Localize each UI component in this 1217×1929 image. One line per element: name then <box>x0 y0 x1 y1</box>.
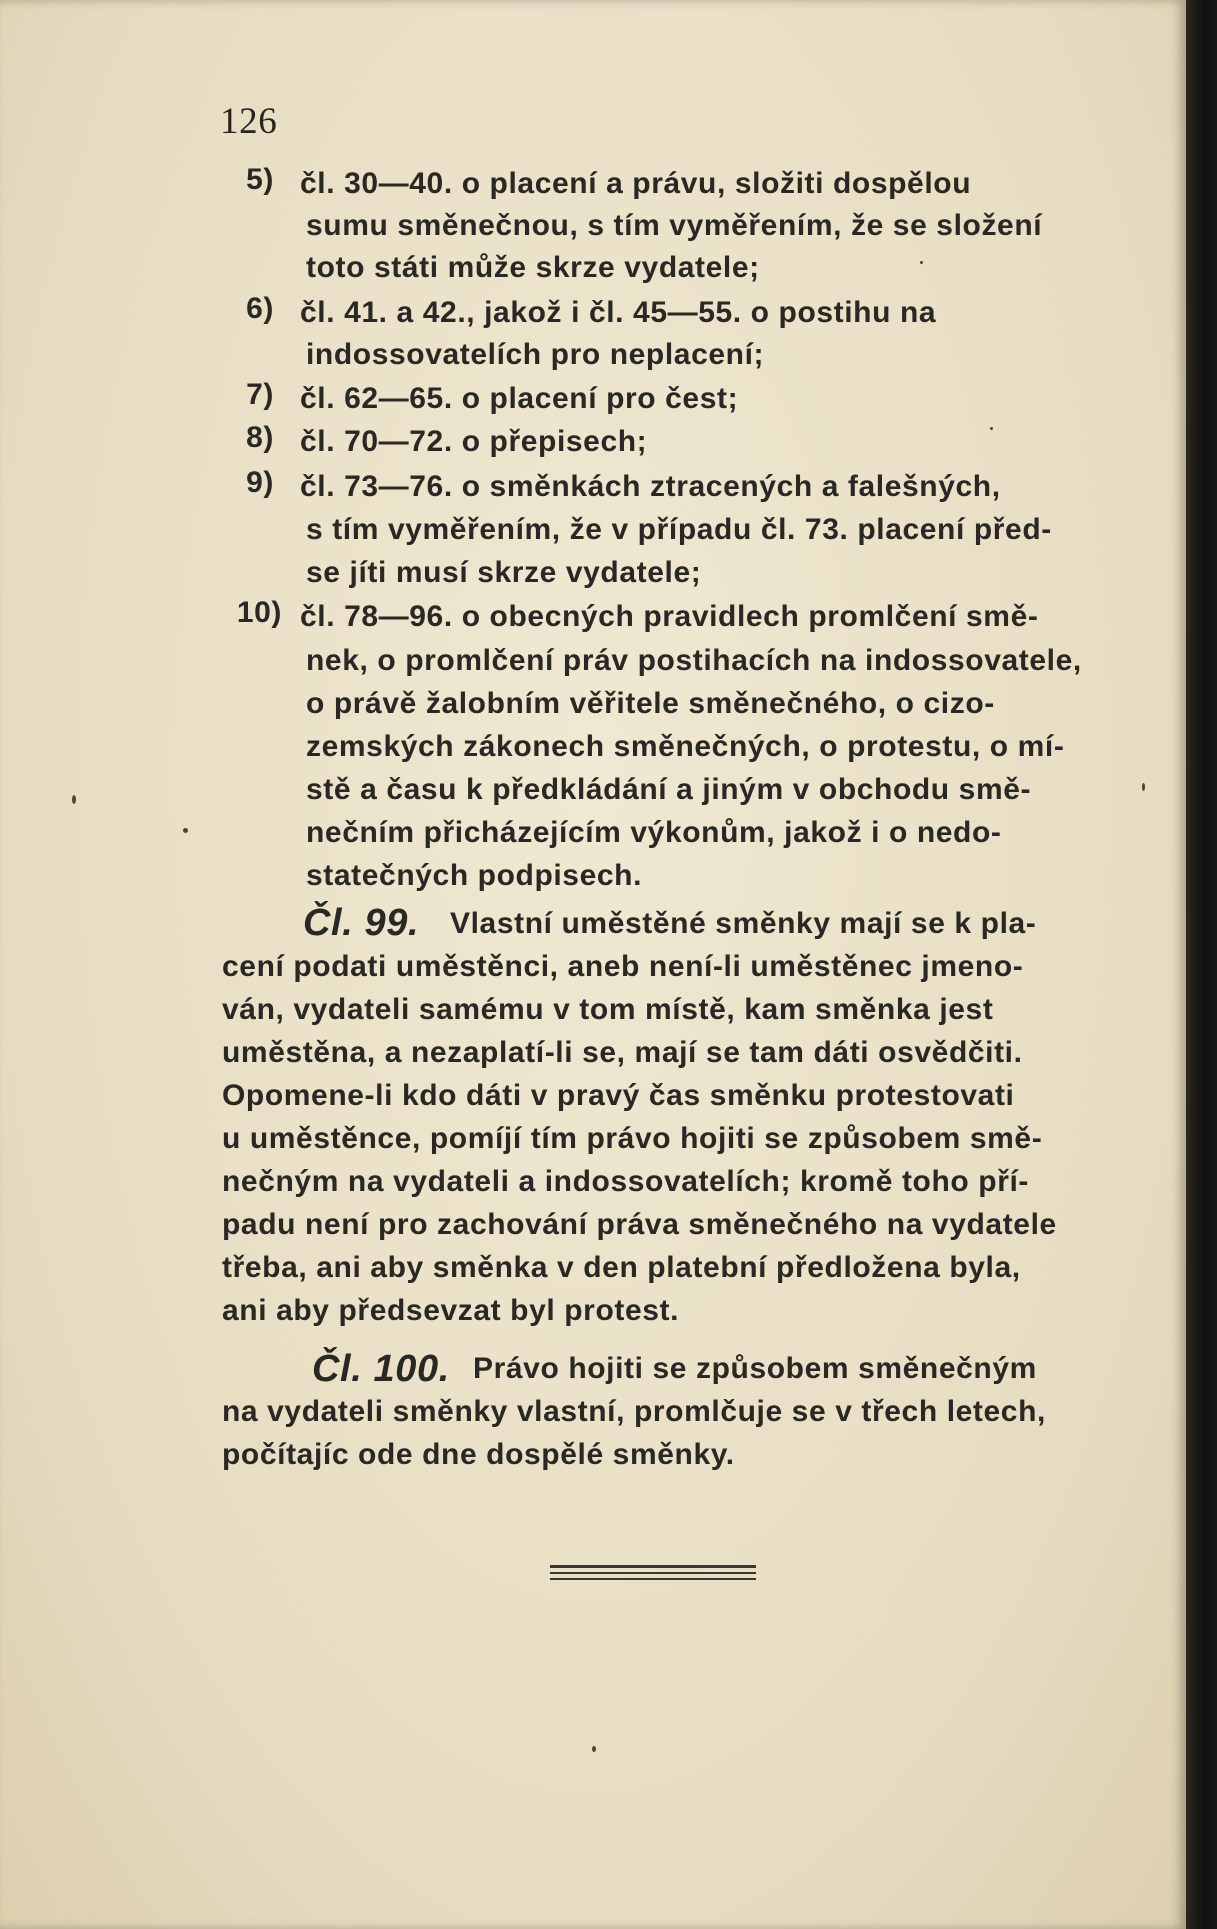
end-rule <box>550 1565 756 1568</box>
list-item-number: 5) <box>246 163 274 196</box>
list-item-line: toto státi může skrze vydatele; <box>306 251 760 284</box>
list-item-line: čl. 41. a 42., jakož i čl. 45—55. o postihu na <box>300 296 937 329</box>
article-99-line: nečným na vydateli a indossovatelích; kromě toho pří- <box>222 1165 1029 1198</box>
list-item-line: čl. 30—40. o placení a právu, složiti dospělou <box>300 167 972 200</box>
book-spine <box>1186 0 1217 1929</box>
list-item-number: 9) <box>246 466 274 499</box>
paper-speck <box>1142 783 1145 791</box>
list-item-line: indossovatelích pro neplacení; <box>306 338 765 371</box>
article-100-line: počítajíc ode dne dospělé směnky. <box>222 1438 735 1471</box>
article-99-line: Opomene-li kdo dáti v pravý čas směnku protestovati <box>222 1079 1015 1112</box>
list-item-number: 6) <box>246 292 274 325</box>
list-item-line: o právě žalobním věřitele směnečného, o cizo- <box>306 687 995 720</box>
list-item-line: s tím vyměřením, že v případu čl. 73. placení před- <box>306 513 1052 546</box>
list-item-line: čl. 70—72. o přepisech; <box>300 425 648 458</box>
article-99-line: třeba, ani aby směnka v den platební předložena byla, <box>222 1251 1021 1284</box>
article-99-heading: Čl. 99. <box>303 902 420 944</box>
list-item-line: zemských zákonech směnečných, o protestu, o mí- <box>306 730 1065 763</box>
list-item-line: čl. 73—76. o směnkách ztracených a falešných, <box>300 470 1001 503</box>
list-item-number: 7) <box>246 378 274 411</box>
end-rule <box>550 1572 756 1574</box>
paper-speck <box>920 261 923 264</box>
article-100-first-line: Právo hojiti se způsobem směnečným <box>473 1352 1037 1385</box>
list-item-line: nek, o promlčení práv postihacích na indossovatele, <box>306 644 1082 677</box>
article-99-line: u uměstěnce, pomíjí tím právo hojiti se způsobem smě- <box>222 1122 1043 1155</box>
article-99-line: uměstěna, a nezaplatí-li se, mají se tam dáti osvědčiti. <box>222 1036 1023 1069</box>
article-99-line: ani aby předsevzat byl protest. <box>222 1294 680 1327</box>
article-99-first-line: Vlastní uměstěné směnky mají se k pla- <box>450 907 1037 940</box>
list-item-line: sumu směnečnou, s tím vyměřením, že se složení <box>306 209 1043 242</box>
list-item-number: 8) <box>246 421 274 454</box>
list-item-line: se jíti musí skrze vydatele; <box>306 556 702 589</box>
paper-speck <box>592 1746 596 1752</box>
article-99-line: padu není pro zachování práva směnečného na vydatele <box>222 1208 1057 1241</box>
list-item-line: nečním přicházejícím výkonům, jakož i o nedo- <box>306 816 1002 849</box>
paper-speck <box>990 427 993 430</box>
list-item-number: 10) <box>236 596 282 629</box>
list-item-line: statečných podpisech. <box>306 859 643 892</box>
paper-speck <box>183 828 188 833</box>
list-item-line: stě a času k předkládání a jiným v obchodu smě- <box>306 773 1032 806</box>
article-100-line: na vydateli směnky vlastní, promlčuje se v třech letech, <box>222 1395 1046 1428</box>
article-100-heading: Čl. 100. <box>312 1348 450 1390</box>
article-99-line: cení podati uměstěnci, aneb není-li uměstěnec jmeno- <box>222 950 1024 983</box>
article-99-line: ván, vydateli samému v tom místě, kam směnka jest <box>222 993 994 1026</box>
paper-speck <box>72 795 76 804</box>
list-item-line: čl. 62—65. o placení pro čest; <box>300 382 739 415</box>
end-rule <box>550 1578 756 1580</box>
list-item-line: čl. 78—96. o obecných pravidlech promlčení smě- <box>300 600 1039 633</box>
page-number: 126 <box>220 101 278 142</box>
